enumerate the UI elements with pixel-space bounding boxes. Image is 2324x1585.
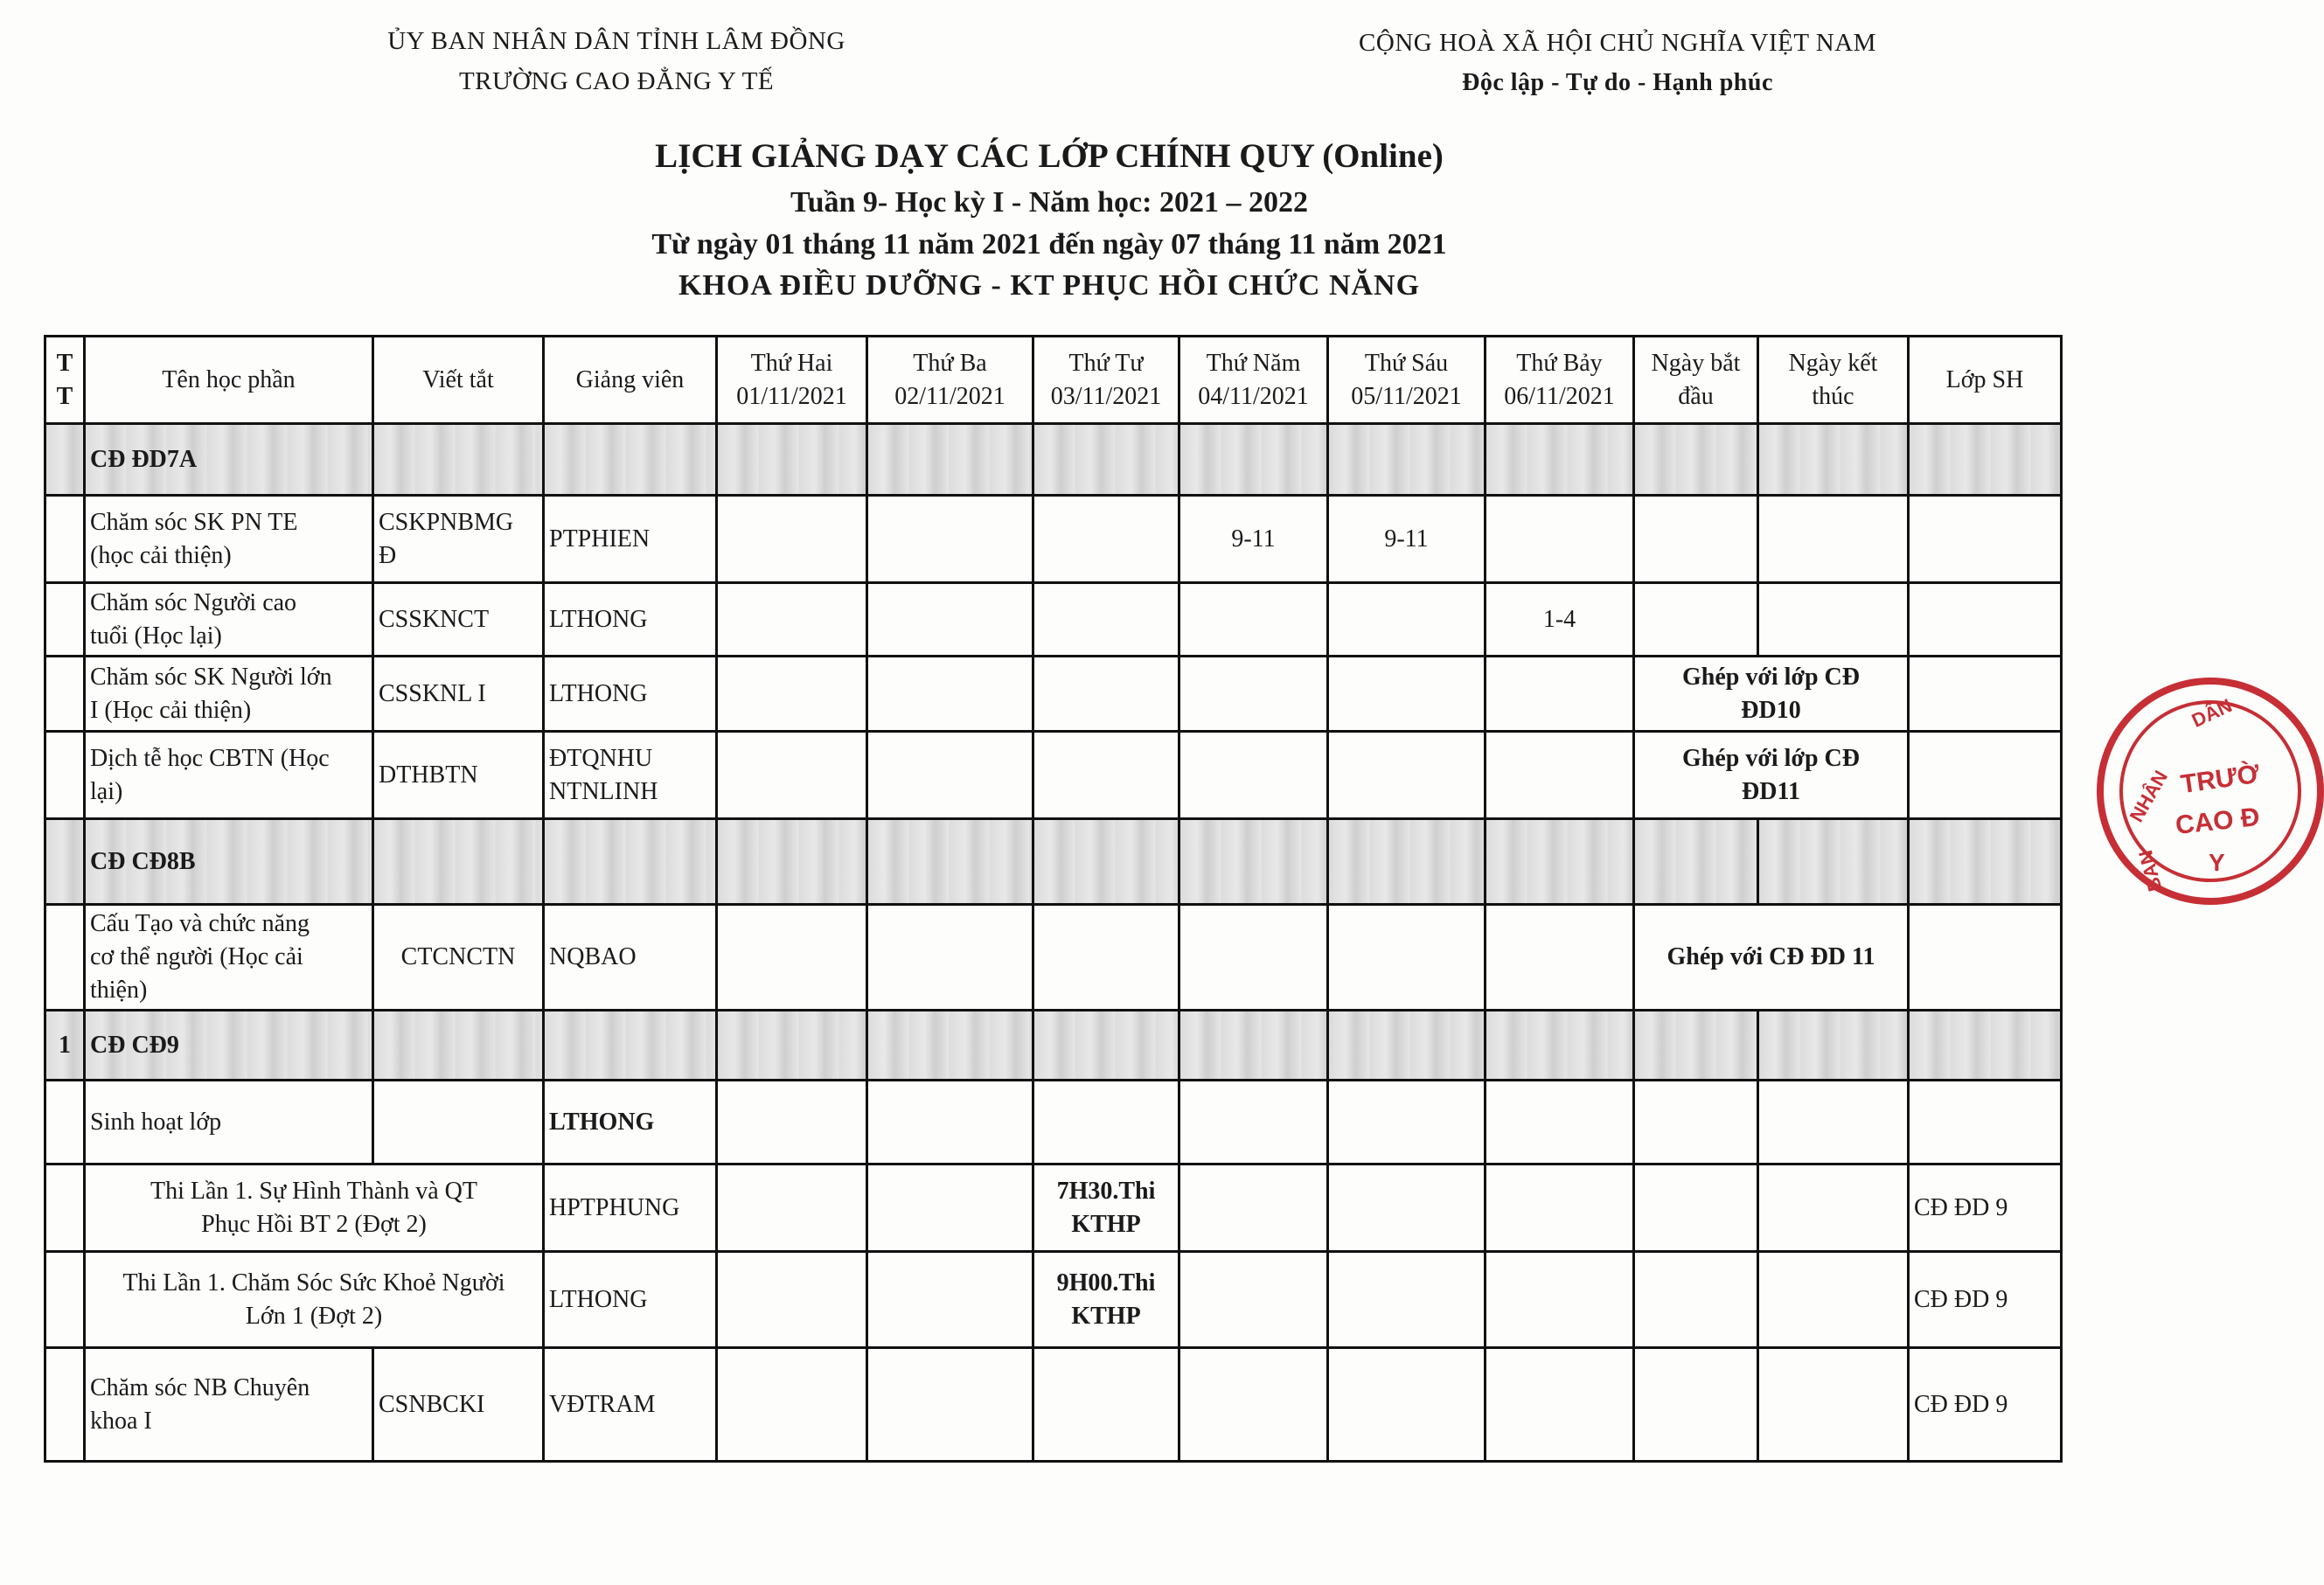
course-name: Cấu Tạo và chức năng cơ thể người (Học cải thiện) [85,905,373,1011]
course-name: Dịch tễ học CBTN (Học lại) [85,732,373,819]
document-subtitle-faculty: KHOA ĐIỀU DƯỠNG - KT PHỤC HỒI CHỨC NĂNG [678,269,1421,302]
header-start-date: Ngày bắt đầu [1634,337,1758,424]
lecturer: LTHONG [544,1081,717,1164]
table-row [45,1252,2062,1348]
seal-arc-text: BAN [2134,847,2167,894]
group-name: CĐ CĐ8B [85,819,373,905]
document-subtitle-week: Tuần 9- Học kỳ I - Năm học: 2021 – 2022 [790,186,1308,219]
header-abbr: Viết tắt [373,337,544,424]
header-course: Tên học phần [85,337,373,424]
group-name: CĐ CĐ9 [85,1011,373,1081]
table-row [45,1081,2062,1164]
merge-note: Ghép với lớp CĐ ĐD10 [1634,657,1909,732]
header-friday: Thứ Sáu 05/11/2021 [1328,337,1486,424]
national-header [1312,23,1924,103]
group-row [45,819,2062,905]
course-abbr: CSKPNBMG Đ [373,496,544,583]
group-row [45,424,2062,496]
course-name: Thi Lần 1. Chăm Sóc Sức Khoẻ Người Lớn 1 (Đợt 2) [85,1252,544,1348]
lecturer: LTHONG [544,1252,717,1348]
schedule-table [44,335,2063,1463]
course-name: Chăm sóc NB Chuyên khoa I [85,1348,373,1462]
course-abbr: DTHBTN [373,732,544,819]
course-abbr: CSNBCKI [373,1348,544,1462]
group-name: CĐ ĐD7A [85,424,373,496]
session-thursday: 9-11 [1179,496,1328,583]
document-title-block [525,131,1574,306]
session-saturday: 1-4 [1486,583,1634,657]
lecturer: LTHONG [544,657,717,732]
lecturer: ĐTQNHU NTNLINH [544,732,717,819]
table-row [45,657,2062,732]
course-abbr: CSSKNCT [373,583,544,657]
issuer-line-2: TRƯỜNG CAO ĐẲNG Y TẾ [458,67,775,95]
header-wednesday: Thứ Tư 03/11/2021 [1033,337,1179,424]
course-abbr: CSSKNL I [373,657,544,732]
table-header-row [45,337,2062,424]
merge-note: Ghép với lớp CĐ ĐD11 [1634,732,1909,819]
class-name: CĐ ĐD 9 [1909,1164,2062,1252]
header-monday: Thứ Hai 01/11/2021 [717,337,867,424]
group-row [45,1011,2062,1081]
course-name: Chăm sóc SK Người lớn I (Học cải thiện) [85,657,373,732]
header-end-date: Ngày kết thúc [1758,337,1909,424]
header-tuesday: Thứ Ba 02/11/2021 [867,337,1033,424]
table-row [45,905,2062,1011]
course-name: Chăm sóc SK PN TE (học cải thiện) [85,496,373,583]
table-row [45,732,2062,819]
national-line-1: CỘNG HOÀ XÃ HỘI CHỦ NGHĨA VIỆT NAM [1359,29,1876,57]
lecturer: NQBAO [544,905,717,1011]
table-row [45,496,2062,583]
document-title: LỊCH GIẢNG DẠY CÁC LỚP CHÍNH QUY (Online) [655,137,1444,175]
seal-text: TRƯỜ [2179,759,2262,800]
lecturer: LTHONG [544,583,717,657]
issuer-header [350,21,883,101]
course-name: Sinh hoạt lớp [85,1081,373,1164]
lecturer: VĐTRAM [544,1348,717,1462]
seal-text: CAO Đ [2174,803,2262,840]
session-wednesday: 9H00.Thi KTHP [1033,1252,1179,1348]
seal-arc-text: DÂN [2188,694,2236,732]
document-subtitle-dates: Từ ngày 01 tháng 11 năm 2021 đến ngày 07 tháng 11 năm 2021 [651,228,1447,261]
table-row [45,1348,2062,1462]
issuer-line-1: ỦY BAN NHÂN DÂN TỈNH LÂM ĐỒNG [387,27,845,55]
session-friday: 9-11 [1328,496,1486,583]
course-abbr: CTCNCTN [373,905,544,1011]
merge-note: Ghép với CĐ ĐD 11 [1634,905,1909,1011]
lecturer: PTPHIEN [544,496,717,583]
header-tt: T T [45,337,85,424]
lecturer: HPTPHUNG [544,1164,717,1252]
header-saturday: Thứ Bảy 06/11/2021 [1486,337,1634,424]
national-motto: Độc lập - Tự do - Hạnh phúc [1462,69,1773,96]
course-name: Thi Lần 1. Sự Hình Thành và QT Phục Hồi BT 2 (Đợt 2) [85,1164,544,1252]
class-name: CĐ ĐD 9 [1909,1348,2062,1462]
table-row [45,1164,2062,1252]
class-name: CĐ ĐD 9 [1909,1252,2062,1348]
seal-text: Y [2209,849,2225,876]
session-wednesday: 7H30.Thi KTHP [1033,1164,1179,1252]
seal-arc-text: NHÂN [2125,766,2173,826]
header-thursday: Thứ Năm 04/11/2021 [1179,337,1328,424]
header-lecturer: Giảng viên [544,337,717,424]
official-seal [2097,678,2324,905]
table-row [45,583,2062,657]
header-class: Lớp SH [1909,337,2062,424]
row-number: 1 [45,1011,85,1081]
course-name: Chăm sóc Người cao tuổi (Học lại) [85,583,373,657]
